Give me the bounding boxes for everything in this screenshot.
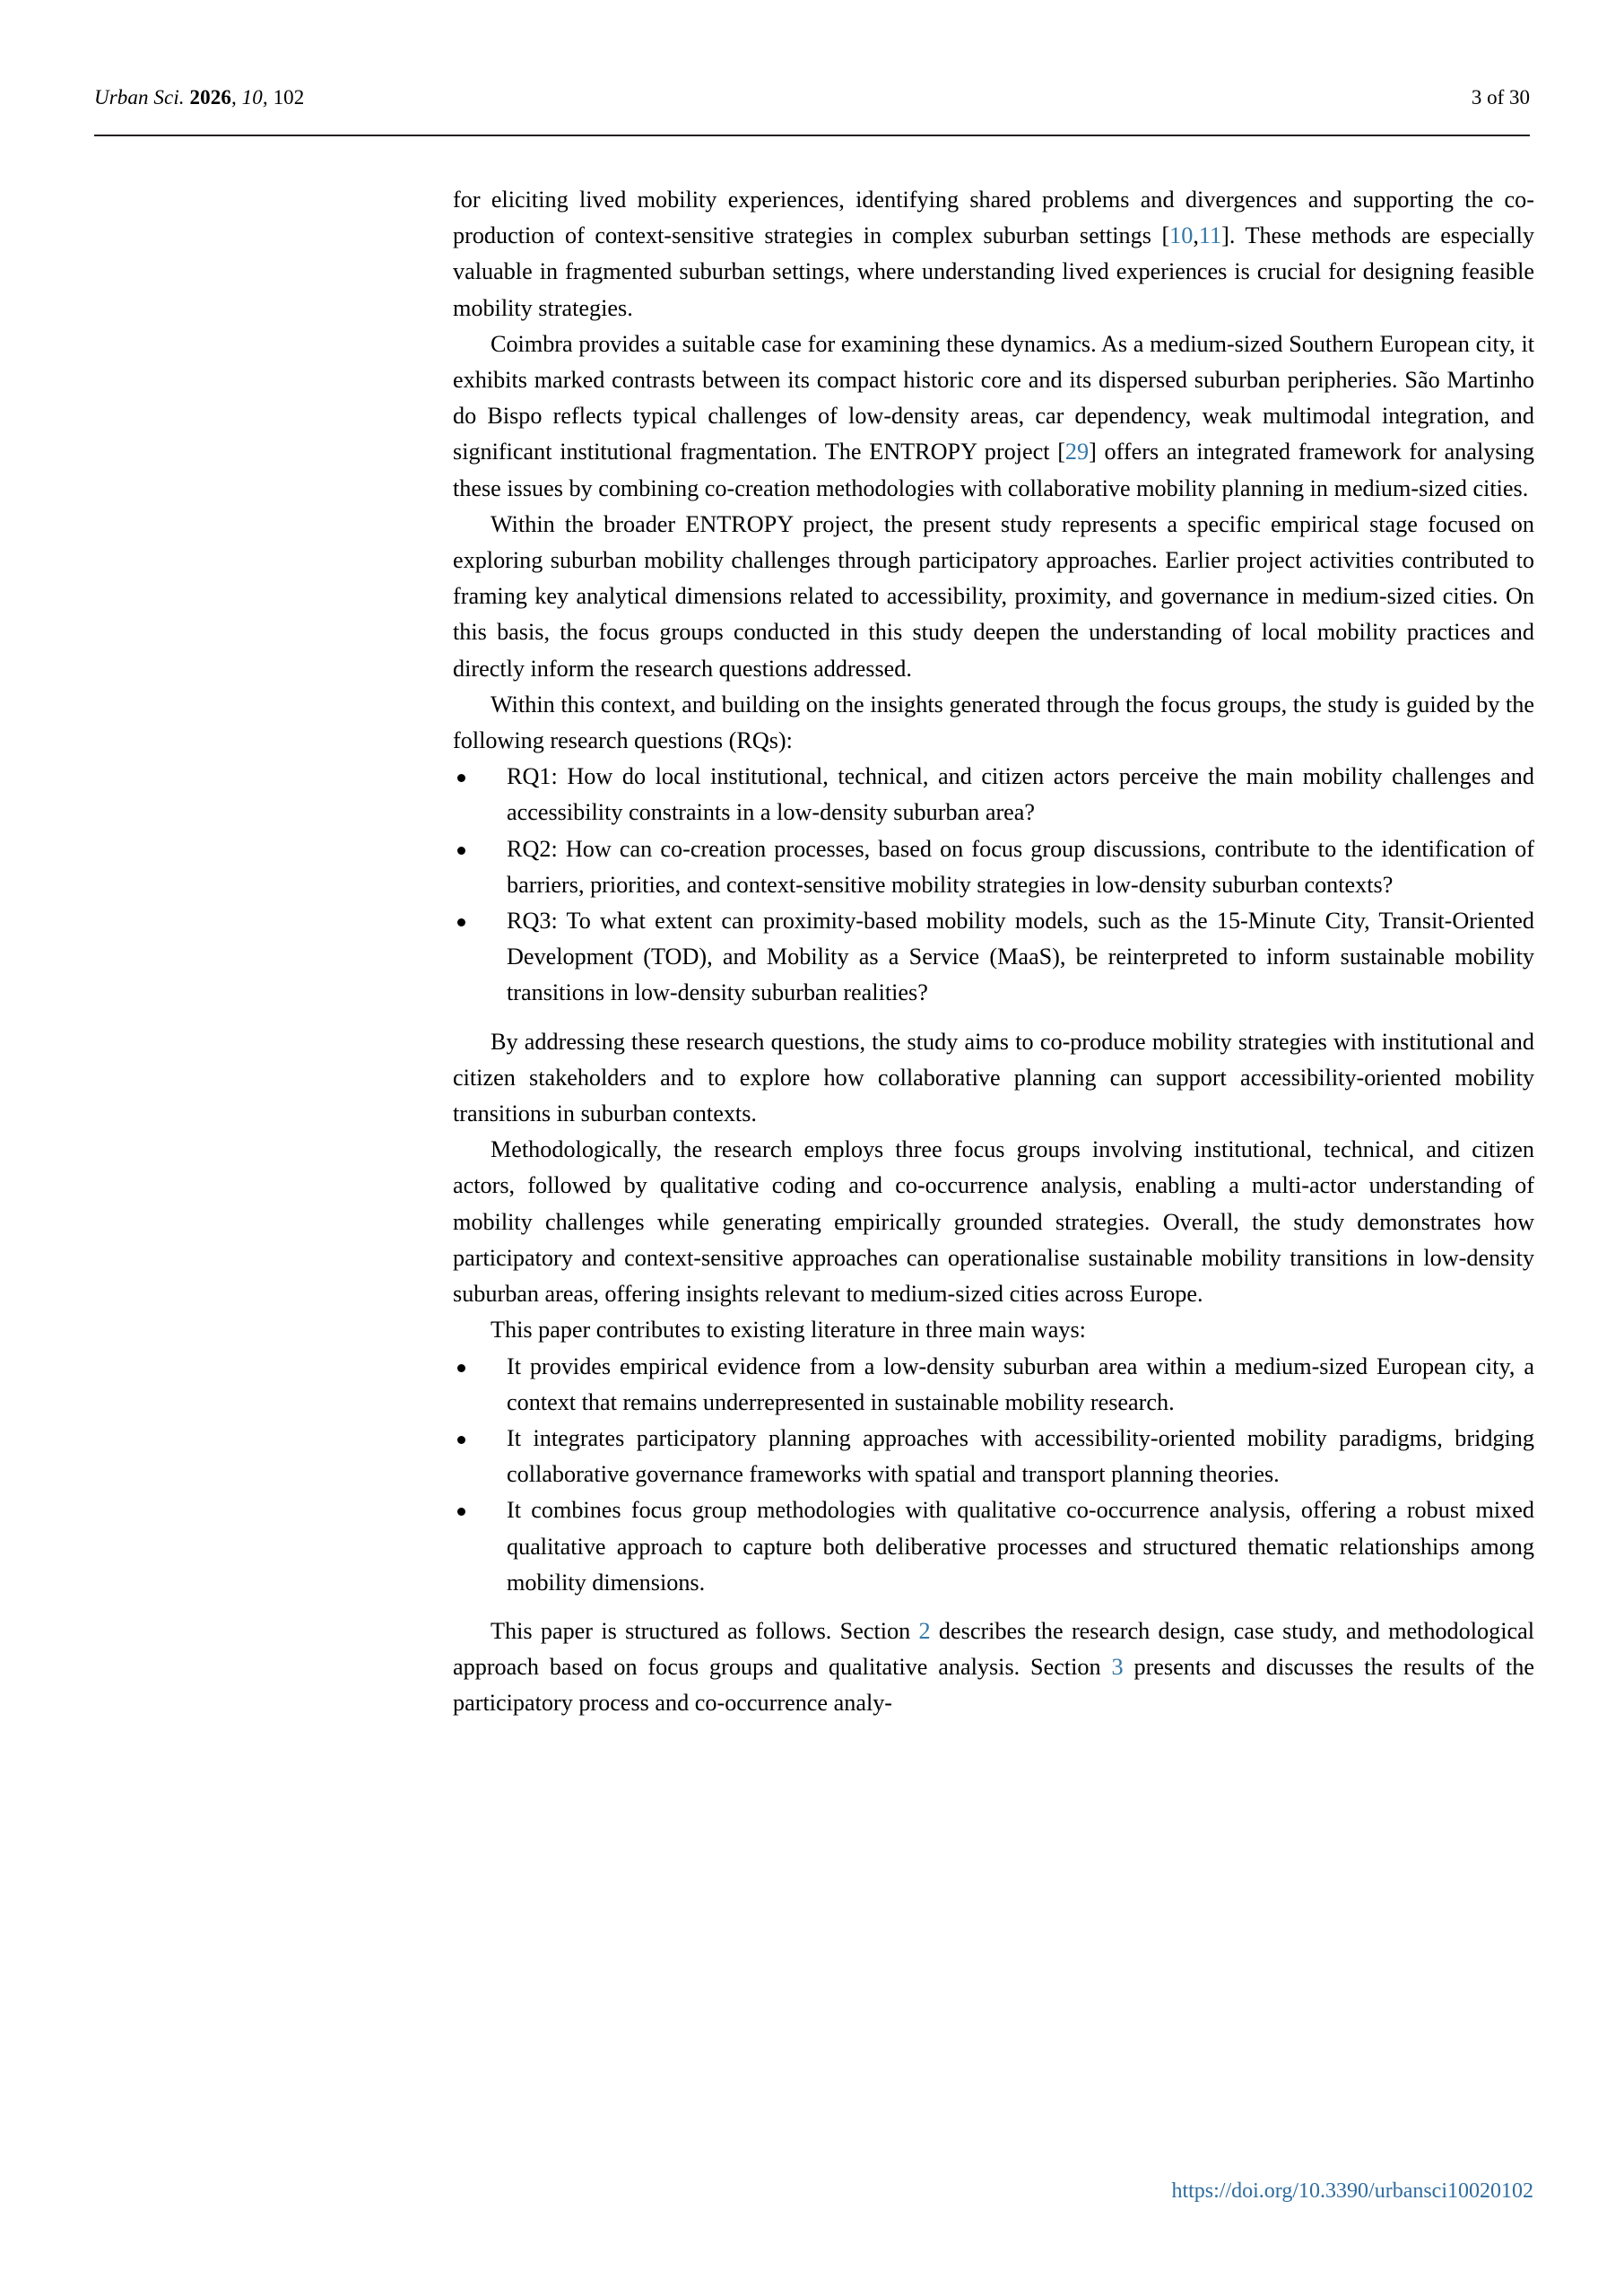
volume-number: 10 bbox=[241, 86, 263, 109]
paragraph-continued bbox=[453, 182, 1534, 326]
list-spacer bbox=[453, 1601, 1534, 1613]
structure-text-part2: describes the research design, case study, and methodological approach based on focus groups and qualitative analysis. Section bbox=[453, 1617, 1534, 1681]
page-indicator: 3 of 30 bbox=[1471, 86, 1530, 109]
contribution-text: It provides empirical evidence from a low-density suburban area within a medium-sized European city, a context that remains underrepresented in sustainable mobility research. bbox=[507, 1352, 1534, 1415]
bullet-icon bbox=[457, 774, 465, 782]
paragraph-coimbra bbox=[453, 326, 1534, 507]
paragraph-paper-structure bbox=[453, 1613, 1534, 1722]
citation-link-29[interactable]: 29 bbox=[1064, 439, 1090, 465]
header-rule bbox=[94, 135, 1530, 136]
bullet-icon bbox=[457, 918, 465, 926]
citation-comma-2: , bbox=[262, 86, 268, 109]
footer bbox=[94, 2179, 1533, 2204]
contributions-list bbox=[453, 1349, 1534, 1601]
contribution-text: It combines focus group methodologies with qualitative co-occurrence analysis, offering a robust mixed qualitative approach to capture both deliberative processes and structured thematic relationships among mobility dimensions. bbox=[507, 1497, 1534, 1596]
doi-link[interactable]: https://doi.org/10.3390/urbansci10020102 bbox=[1171, 2179, 1533, 2203]
paragraph-research-questions-intro: Within this context, and building on the insights generated through the focus groups, the study is guided by the following research questions (RQs): bbox=[453, 691, 1534, 754]
research-questions-list bbox=[453, 759, 1534, 1011]
structure-text-part1: This paper is structured as follows. Section bbox=[491, 1617, 919, 1644]
citation-link-10[interactable]: 10 bbox=[1169, 222, 1194, 249]
list-item bbox=[453, 1349, 1534, 1421]
publication-year: 2026 bbox=[189, 86, 231, 109]
paragraph-methodology: Methodologically, the research employs three focus groups involving institutional, technical, and citizen actors, followed by qualitative coding and co-occurrence analysis, enabling a multi-actor understanding of mobility challenges while generating empirically grounded strategies. Overall, the study demonstrates how participatory and context-sensitive approaches can operationalise sustainable mobility transitions in low-density suburban areas, offering insights relevant to medium-sized cities across Europe. bbox=[453, 1136, 1534, 1308]
running-head-citation bbox=[94, 86, 304, 109]
list-item bbox=[453, 831, 1534, 903]
paragraph-contributions-intro: This paper contributes to existing literature in three main ways: bbox=[491, 1317, 1086, 1344]
research-question-text: RQ3: To what extent can proximity-based mobility models, such as the 15-Minute City, Transit-Oriented Development (TOD), and Mobility as a Service (MaaS), be reinterpreted to inform sustainable mobility transitions in low-density suburban realities? bbox=[507, 908, 1534, 1006]
list-spacer bbox=[453, 1012, 1534, 1024]
list-item bbox=[453, 903, 1534, 1012]
bullet-icon bbox=[457, 1436, 465, 1444]
research-question-text: RQ1: How do local institutional, technical, and citizen actors perceive the main mobility challenges and accessibility constraints in a low-density suburban area? bbox=[507, 763, 1534, 826]
citation-separator: , bbox=[1193, 222, 1199, 249]
bullet-icon bbox=[457, 847, 465, 855]
section-link-3[interactable]: 3 bbox=[1111, 1654, 1124, 1681]
paragraph-continued-text-before: for eliciting lived mobility experiences, identifying shared problems and divergences and supporting the co-production of context-sensitive strategies in complex suburban settings [ bbox=[453, 187, 1534, 249]
bullet-icon bbox=[457, 1508, 465, 1516]
section-link-2[interactable]: 2 bbox=[918, 1617, 931, 1644]
paragraph-addressing-questions: By addressing these research questions, the study aims to co-produce mobility strategies with institutional and citizen stakeholders and to explore how collaborative planning can support accessibility-oriented mobility transitions in suburban contexts. bbox=[453, 1028, 1534, 1127]
paragraph-entropy-project: Within the broader ENTROPY project, the present study represents a specific empirical stage focused on exploring suburban mobility challenges through participatory approaches. Earlier project activities contributed to framing key analytical dimensions related to accessibility, proximity, and governance in medium-sized cities. On this basis, the focus groups conducted in this study deepen the understanding of local mobility practices and directly inform the research questions addressed. bbox=[453, 510, 1534, 682]
list-item bbox=[453, 759, 1534, 831]
running-head bbox=[94, 86, 1530, 122]
paragraph-coimbra-text-after: ] offers an integrated framework for analysing these issues by combining co-creation methodologies with collaborative mobility planning in medium-sized cities. bbox=[453, 439, 1534, 501]
journal-name: Urban Sci. bbox=[94, 86, 185, 109]
article-number: 102 bbox=[273, 86, 305, 109]
research-question-text: RQ2: How can co-creation processes, based on focus group discussions, contribute to the identification of barriers, priorities, and context-sensitive mobility strategies in low-density suburban contexts? bbox=[507, 835, 1534, 898]
list-item bbox=[453, 1492, 1534, 1601]
list-item bbox=[453, 1421, 1534, 1492]
contribution-text: It integrates participatory planning approaches with accessibility-oriented mobility paradigms, bridging collaborative governance frameworks with spatial and transport planning theories. bbox=[507, 1424, 1534, 1488]
citation-comma-1: , bbox=[230, 86, 237, 109]
paragraph-coimbra-text-before: Coimbra provides a suitable case for examining these dynamics. As a medium-sized Southern European city, it exhibits marked contrasts between its compact historic core and its dispersed suburban peripheries. São Martinho do Bispo reflects typical challenges of low-density areas, car dependency, weak multimodal integration, and significant institutional fragmentation. The ENTROPY project [ bbox=[453, 330, 1534, 465]
text-column bbox=[453, 182, 1534, 1722]
bullet-icon bbox=[457, 1364, 465, 1372]
citation-link-11[interactable]: 11 bbox=[1198, 222, 1222, 249]
structure-text-part3: presents and discusses the results of the participatory process and co-occurrence analy- bbox=[453, 1654, 1535, 1717]
paragraph-continued-text-after: ]. These methods are especially valuable in fragmented suburban settings, where understanding lived experiences is crucial for designing feasible mobility strategies. bbox=[453, 222, 1534, 321]
